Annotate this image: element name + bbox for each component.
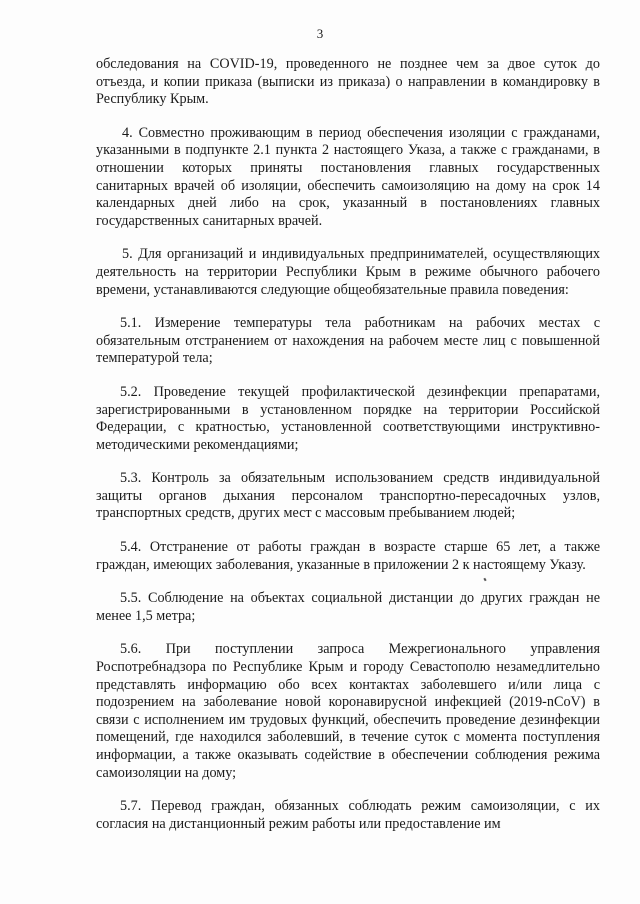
document-body [96, 56, 600, 833]
paragraph-5-3: 5.3. Контроль за обязательным использованием средств индивидуальной защиты органов дыхания персоналом транспортно-пересадочных узлов, транспортных средств, других мест с массовым пребыванием людей; [96, 470, 600, 522]
paragraph-continuation: обследования на COVID-19, проведенного не позднее чем за двое суток до отъезда, и копии приказа (выписки из приказа) о направлении в командировку в Республику Крым. [96, 56, 600, 108]
paragraph-5: 5. Для организаций и индивидуальных предпринимателей, осуществляющих деятельность на территории Республики Крым в режиме обычного рабочего времени, устанавливаются следующие общеобязательные правила поведения: [96, 246, 600, 298]
page-number: 3 [316, 26, 324, 41]
paragraph-5-2: 5.2. Проведение текущей профилактической дезинфекции препаратами, зарегистрированными в установленном порядке на территории Российской Федерации, с кратностью, установленной соответствующими инструктивно-методическими рекомендациями; [96, 383, 600, 453]
paragraph-5-5: 5.5. Соблюдение на объектах социальной дистанции до других граждан не менее 1,5 метра; [96, 590, 600, 624]
paragraph-5-7: 5.7. Перевод граждан, обязанных соблюдать режим самоизоляции, с их согласия на дистанционный режим работы или предоставление им [96, 798, 600, 832]
paragraph-5-6: 5.6. При поступлении запроса Межрегионального управления Роспотребнадзора по Республике Крым и городу Севастополю незамедлительно представлять информацию обо всех контактах заболевшего и/или лица с подозрением на заболевание новой коронавирусной инфекцией (2019-nCoV) в связи с исполнением им трудовых функций, обеспечить проведение дезинфекции помещений, где находился заболевший, в течение суток с момента поступления информации, а также оказывать содействие в обеспечении соблюдения режима самоизоляции на дому; [96, 641, 600, 781]
paragraph-4: 4. Совместно проживающим в период обеспечения изоляции с гражданами, указанными в подпункте 2.1 пункта 2 настоящего Указа, а также с гражданами, в отношении которых приняты постановления главных государственных санитарных врачей об изоляции, обеспечить самоизоляцию на дому на срок 14 календарных дней либо на срок, указанный в постановлениях главных государственных санитарных врачей. [96, 124, 600, 229]
paragraph-5-1: 5.1. Измерение температуры тела работникам на рабочих местах с обязательным отстранением от нахождения на рабочем месте лиц с повышенной температурой тела; [96, 315, 600, 367]
paragraph-5-4: 5.4. Отстранение от работы граждан в возрасте старше 65 лет, а также граждан, имеющих заболевания, указанные в приложении 2 к настоящему Указу. [96, 539, 600, 573]
